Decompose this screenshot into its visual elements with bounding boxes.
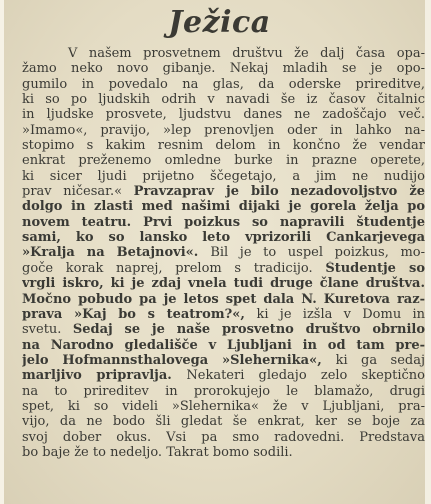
bold-text-segment: sami, ko so lansko leto vprizorili Cankarjevega — [22, 230, 425, 246]
article-line — [22, 230, 425, 245]
article-line — [22, 138, 425, 153]
bold-text-segment: »Kralja na Betajnovi«. — [22, 245, 211, 261]
article-body — [22, 46, 425, 460]
bold-text-segment: jelo Hofmannsthalovega »Slehernika«, — [22, 352, 336, 368]
text-segment: na to prireditev in prorokujejo le blamažo, drugi — [22, 383, 425, 399]
bold-text-segment: Močno pobudo pa je letos spet dala N. Kuretova raz- — [22, 291, 425, 307]
bold-text-segment: dolgo in zlasti med našimi dijaki je gorela želja po — [22, 199, 425, 215]
article-line — [22, 169, 425, 184]
article-line — [22, 399, 425, 414]
article-line — [22, 199, 425, 214]
bold-text-segment: Pravzaprav je bilo nezadovoljstvo že — [133, 184, 425, 200]
article-line — [22, 307, 425, 322]
article-line — [22, 153, 425, 168]
article-line — [22, 107, 425, 122]
text-segment: gumilo in povedalo na glas, da oderske prireditve, — [22, 76, 425, 92]
text-segment: in ljudske prosvete, ljudstvu danes ne zadoščajo več. — [22, 107, 425, 123]
text-segment: svoj dober okus. Vsi pa smo radovedni. Predstava — [22, 429, 425, 445]
text-segment: goče korak naprej, prelom s tradicijo. — [22, 260, 326, 276]
article-line — [22, 384, 425, 399]
article-line — [22, 61, 425, 76]
article-line — [22, 430, 425, 445]
text-segment: Nekateri gledajo zelo skeptično — [186, 368, 425, 384]
text-segment: ki je izšla v Domu in — [256, 306, 425, 322]
bold-text-segment: prava »Kaj bo s teatrom?«, — [22, 306, 257, 322]
text-segment: enkrat preženemo omledne burke in prazne operete, — [22, 153, 425, 169]
article-line — [22, 276, 425, 291]
article-line — [22, 338, 425, 353]
text-segment: ki ga sedaj — [335, 352, 425, 368]
article-line — [22, 353, 425, 368]
article-line — [22, 184, 425, 199]
text-segment: V našem prosvetnem društvu že dalj časa opa- — [68, 46, 425, 61]
bold-text-segment: na Narodno gledališče v Ljubljani in od tam pre- — [22, 337, 425, 353]
text-segment: svetu. — [22, 322, 73, 338]
text-segment: ki sicer ljudi prijetno ščegetajo, a jim ne nudijo — [22, 168, 425, 184]
article-line — [22, 123, 425, 138]
article-line — [22, 46, 425, 61]
article-line — [22, 245, 425, 260]
bold-text-segment: novem teatru. Prvi poizkus so napravili študentje — [22, 214, 425, 230]
article-line — [22, 92, 425, 107]
article-line — [22, 368, 425, 383]
text-segment: spet, ki so videli »Slehernika« že v Ljubljani, pra- — [22, 398, 425, 414]
article-line — [22, 77, 425, 92]
article-line — [22, 445, 425, 460]
text-segment: žamo neko novo gibanje. Nekaj mladih se je opo- — [22, 61, 425, 77]
article-line — [22, 215, 425, 230]
text-segment: bo baje že to nedeljo. Takrat bomo sodili. — [22, 444, 293, 460]
article-line — [22, 322, 425, 337]
text-segment: ki so po ljudskih odrih v navadi še iz časov čitalnic — [22, 92, 425, 108]
text-segment: »Imamo«, pravijo, »lep prenovljen oder in lahko na- — [22, 122, 425, 138]
bold-text-segment: vrgli iskro, ki je zdaj vnela tudi druge člane društva. — [22, 276, 425, 292]
bold-text-segment: Sedaj se je naše prosvetno društvo obrnilo — [72, 322, 425, 338]
text-segment: stopimo s kakim resnim delom in končno že vendar — [22, 138, 425, 154]
text-segment: prav ničesar.« — [22, 184, 134, 200]
article-line — [22, 261, 425, 276]
bold-text-segment: Študentje so — [325, 260, 425, 276]
bold-text-segment: marljivo pripravlja. — [22, 368, 187, 384]
text-segment: vijo, da ne bodo šli gledat še enkrat, ker se boje za — [22, 414, 425, 430]
article-line — [22, 292, 425, 307]
article-title: Ježica — [168, 5, 271, 40]
text-segment: Bil je to uspel poizkus, mo- — [210, 245, 425, 261]
article-line — [22, 414, 425, 429]
